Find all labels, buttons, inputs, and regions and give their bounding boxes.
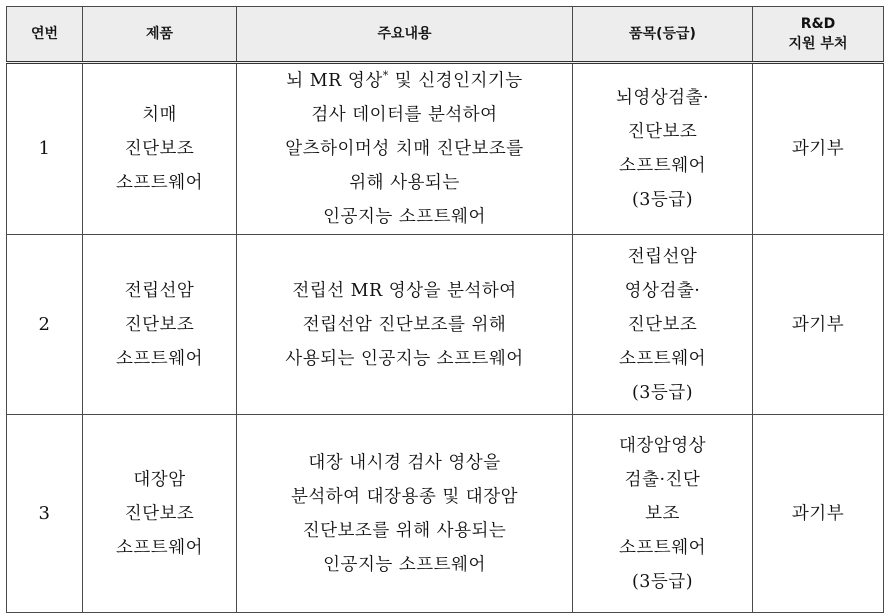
item-line: 진단보조	[627, 314, 698, 335]
item-line: 보조	[645, 503, 680, 524]
content-line	[243, 64, 566, 98]
item-line: 소프트웨어	[618, 156, 707, 176]
item-grade	[573, 63, 753, 235]
item-line: 검출·진단	[624, 469, 701, 490]
header-product: 제품	[83, 7, 237, 63]
content-line: 사용되는 인공지능 소프트웨어	[285, 348, 524, 369]
content-line: 위해 사용되는	[349, 173, 460, 193]
content-line: 진단보조를 위해 사용되는	[302, 520, 507, 541]
item-line: 소프트웨어	[618, 348, 707, 369]
content-line: 알츠하이머성 치매 진단보조를	[285, 139, 524, 159]
content-text: 뇌 MR 영상	[286, 71, 383, 91]
header-ministry-line: 지원 부처	[788, 36, 848, 52]
approved-device-table	[6, 6, 884, 613]
item-line: 대장암영상	[618, 435, 707, 456]
product-line: 소프트웨어	[115, 173, 204, 193]
content-line: 검사 데이터를 분석하여	[311, 105, 498, 125]
content-line: 인공지능 소프트웨어	[323, 207, 486, 227]
product-line: 전립선암	[124, 280, 195, 301]
item-grade	[573, 235, 753, 415]
ministry: 과기부	[753, 235, 884, 415]
header-rnd-ministry	[753, 7, 884, 63]
product-line: 소프트웨어	[115, 537, 204, 558]
device-table-container	[6, 6, 883, 610]
item-line: 소프트웨어	[618, 537, 707, 558]
ministry: 과기부	[753, 63, 884, 235]
content-line: 분석하여 대장용종 및 대장암	[290, 486, 519, 507]
item-line: 전립선암	[627, 246, 698, 267]
product-line: 치매	[142, 105, 177, 125]
table-header-row	[7, 7, 884, 63]
item-line: 진단보조	[627, 122, 698, 142]
content-line: 전립선 MR 영상을 분석하여	[292, 280, 517, 301]
main-content	[237, 63, 573, 235]
item-line: 뇌영상검출·	[615, 88, 710, 108]
item-line: (3등급)	[631, 571, 694, 592]
header-item-grade: 품목(등급)	[573, 7, 753, 63]
product-name	[83, 63, 237, 235]
row-number: 3	[7, 415, 83, 613]
item-line: 영상검출·	[624, 280, 701, 301]
item-line: (3등급)	[631, 382, 694, 403]
table-row	[7, 415, 884, 613]
product-line: 진단보조	[124, 139, 195, 159]
table-row	[7, 63, 884, 235]
footnote-marker: *	[382, 69, 389, 83]
product-line: 진단보조	[124, 314, 195, 335]
header-content: 주요내용	[237, 7, 573, 63]
table-row	[7, 235, 884, 415]
row-number: 1	[7, 63, 83, 235]
product-name	[83, 235, 237, 415]
content-line: 인공지능 소프트웨어	[323, 554, 486, 575]
header-rnd-line: R&D	[800, 16, 836, 32]
item-line: (3등급)	[631, 190, 694, 210]
main-content	[237, 415, 573, 613]
content-line: 대장 내시경 검사 영상을	[308, 452, 501, 473]
product-name	[83, 415, 237, 613]
header-no: 연번	[7, 7, 83, 63]
row-number: 2	[7, 235, 83, 415]
ministry: 과기부	[753, 415, 884, 613]
item-grade	[573, 415, 753, 613]
product-line: 소프트웨어	[115, 348, 204, 369]
content-text: 및 신경인지기능	[388, 71, 523, 91]
main-content	[237, 235, 573, 415]
product-line: 진단보조	[124, 503, 195, 524]
product-line: 대장암	[133, 469, 186, 490]
content-line: 전립선암 진단보조를 위해	[302, 314, 507, 335]
